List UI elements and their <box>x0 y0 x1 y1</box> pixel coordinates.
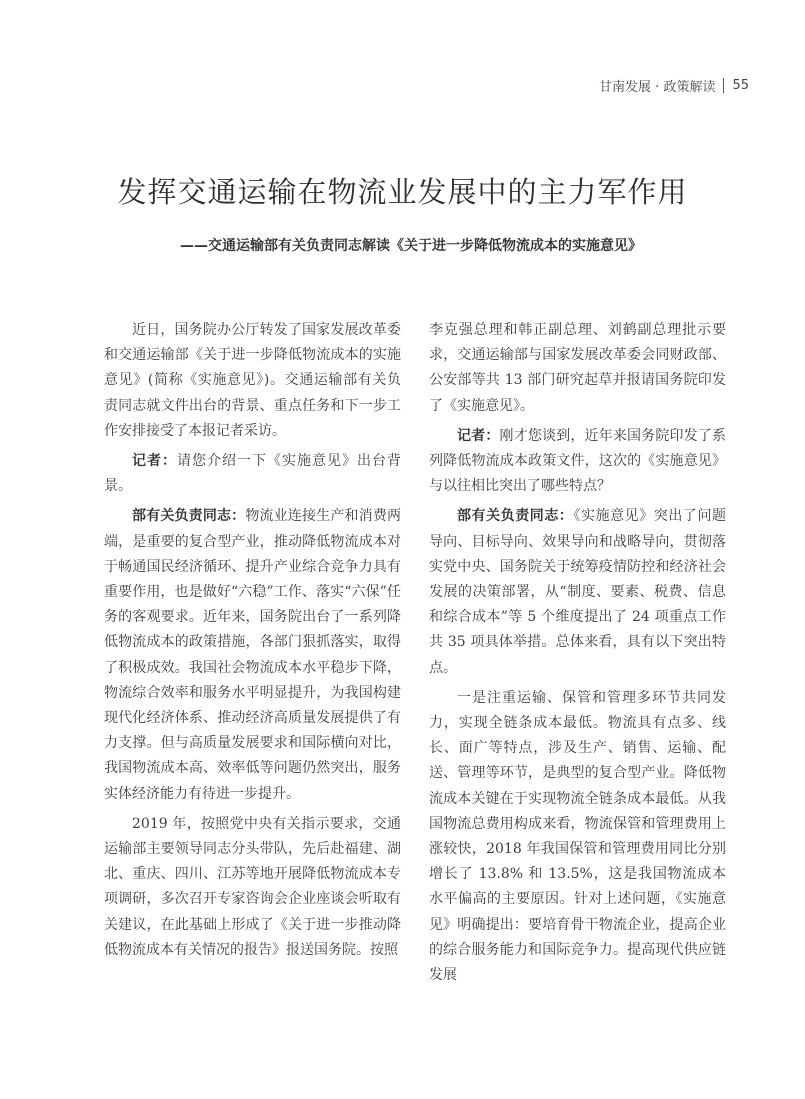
speaker-label: 部有关负责同志： <box>457 508 574 525</box>
article-title: 发挥交通运输在物流业发展中的主力军作用 <box>117 175 688 209</box>
paragraph <box>429 504 726 680</box>
left-column <box>104 318 401 968</box>
paragraph <box>104 812 401 963</box>
paragraph-text: 一是注重运输、保管和管理多环节共同发力，实现全链条成本最低。物流具有点多、线长、面广等特点，涉及生产、销售、运输、配送、管理等环节，是典型的复合型产业。降低物流成本关键在于实现物流全链条成本最低。从我国物流总费用构成来看，物流保管和管理费用上涨较快，2018 年我国保管和管理费用同比分别增长了 13.8% 和 13.5%，这是我国物流成本水平偏高的主要原因。针对上述问题，《实施意见》明确提出：要培育骨干物流企业，提高企业的综合服务能力和国际竞争力。提高现代供应链发展 <box>429 689 726 984</box>
paragraph-text: 2019 年，按照党中央有关指示要求，交通运输部主要领导同志分头带队，先后赴福建、湖北、重庆、四川、江苏等地开展降低物流成本专项调研，多次召开专家咨询会企业座谈会听取有关建议，在此基础上形成了《关于进一步推动降低物流成本有关情况的报告》报送国务院。按照 <box>104 815 401 958</box>
paragraph <box>104 449 401 499</box>
paragraph <box>104 318 401 444</box>
right-column <box>429 318 726 993</box>
paragraph <box>429 424 726 500</box>
page-number: 55 <box>732 78 749 93</box>
speaker-label: 记者： <box>132 453 177 470</box>
paragraph-text: 刚才您谈到，近年来国务院印发了系列降低物流成本政策文件，这次的《实施意见》与以往相比突出了哪些特点？ <box>429 427 726 495</box>
paragraph-text: 物流业连接生产和消费两端，是重要的复合型产业，推动降低物流成本对于畅通国民经济循环、提升产业综合竞争力具有重要作用，也是做好“六稳”工作、落实“六保”任务的客观要求。近年来，国务院出台了一系列降低物流成本的政策措施，各部门狠抓落实，取得了积极成效。我国社会物流成本水平稳步下降，物流综合效率和服务水平明显提升，为我国构建现代化经济体系、推动经济高质量发展提供了有力支撑。但与高质量发展要求和国际横向对比，我国物流成本高、效率低等问题仍然突出，服务实体经济能力有待进一步提升。 <box>104 508 402 802</box>
paragraph-text: 请您介绍一下《实施意见》出台背景。 <box>104 453 401 495</box>
paragraph-text: 《实施意见》突出了问题导向、目标导向、效果导向和战略导向，贯彻落实党中央、国务院关于统筹疫情防控和经济社会发展的决策部署，从“制度、要素、税费、信息和综合成本”等 5 个维度提出了 24 项重点工作共 35 项具体举措。总体来看，具有以下突出特点。 <box>429 508 727 676</box>
paragraph <box>429 686 726 988</box>
speaker-label: 记者： <box>457 427 500 444</box>
article-subtitle: ——交通运输部有关负责同志解读《关于进一步降低物流成本的实施意见》 <box>180 238 642 254</box>
page-header <box>599 76 749 95</box>
paragraph <box>104 504 401 806</box>
paragraph-text: 李克强总理和韩正副总理、刘鹤副总理批示要求，交通运输部与国家发展改革委会同财政部、公安部等共 13 部门研究起草并报请国务院印发了《实施意见》。 <box>429 322 726 414</box>
paragraph <box>429 318 726 419</box>
paragraph-text: 近日，国务院办公厅转发了国家发展改革委和交通运输部《关于进一步降低物流成本的实施意见》(简称《实施意见》)。交通运输部有关负责同志就文件出台的背景、重点任务和下一步工作安排接受了本报记者采访。 <box>104 322 401 439</box>
speaker-label: 部有关负责同志： <box>132 508 246 525</box>
section-name: 甘南发展 · 政策解读 <box>599 80 716 95</box>
header-divider <box>723 78 724 93</box>
